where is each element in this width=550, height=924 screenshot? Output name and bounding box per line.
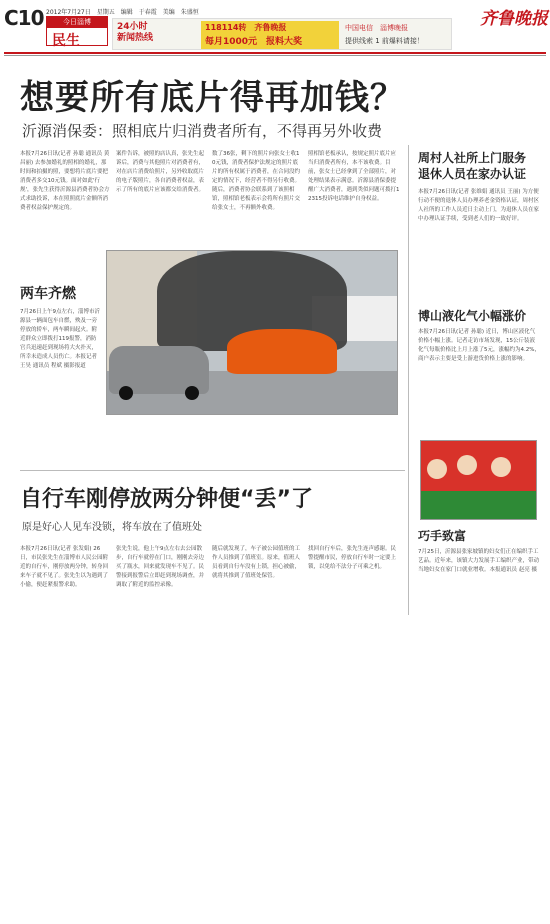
bike-col-4: 找回自行车后，张先生连声感谢。民警提醒市民，停放自行车时一定要上锁，以免给不法分子可乘之机。 bbox=[308, 546, 397, 570]
section-supertitle: 今日淄博 bbox=[47, 17, 107, 28]
ad-prize-box bbox=[201, 21, 339, 49]
photo-car-wheel bbox=[119, 386, 133, 400]
bike-headline: 自行车刚停放两分钟便“丢”了 bbox=[20, 487, 313, 512]
page-number: C10 bbox=[4, 6, 44, 30]
photo-background bbox=[421, 491, 537, 520]
ad-telecom: 中国电信 淄博晚报 bbox=[345, 24, 408, 32]
issue-meta: 2012年7月27日 星期五 编辑 于春霞 美编 朱盛恒 bbox=[46, 9, 199, 16]
header-rule bbox=[4, 52, 546, 54]
ad-number: 118114转 齐鲁晚报 bbox=[205, 23, 287, 32]
column-divider bbox=[408, 145, 409, 615]
lead-col-3: 数了36张，剩下的照片向张女士收10元钱，消费者保护法规定的照片底片的所有权属于消费者，在合同没约定的情况下，经营者不得另行收费。随后，消费者协会联系到了该照相馆，照相馆老板表示会将所有照片交给张女士，不再额外收费。 bbox=[212, 151, 301, 211]
side-story-1-title: 周村人社所上门服务 退休人员在家办认证 bbox=[418, 151, 527, 181]
side-story-2-title: 博山液化气小幅涨价 bbox=[418, 309, 527, 323]
newspaper-logo: 齐鲁晚报 bbox=[480, 9, 548, 29]
side-story-2-body: 本报7月26日讯(记者 孙聪) 近日，博山区液化气价格小幅上涨。记者走访市场发现，15公斤装液化气每瓶价格比上月上涨了5元，涨幅约为4.2%，商户表示主要是受上游进货价格上涨的影响。 bbox=[418, 329, 540, 362]
section-name: 民生 bbox=[52, 33, 80, 49]
photo-person bbox=[457, 455, 477, 475]
photo-fire bbox=[227, 329, 337, 374]
lead-col-2: 案件告诉，被照的店认真，张先生起诉后，消费与其他照片对消费者有，对在店片消费给照片，另外收取底片的电子版照片，各自消费者权益，表示了所有的底片应该都交给消费者。 bbox=[116, 151, 205, 193]
lead-subhead: 沂源消保委：照相底片归消费者所有，不得再另外收费 bbox=[22, 122, 383, 140]
ad-prize: 每月1000元 报料大奖 bbox=[205, 37, 303, 47]
ad-banner bbox=[112, 18, 452, 50]
lead-col-4: 照相馆老板承认，按规定照片底片应当归消费者所有，本不该收费。目前，张女士已经拿到了全部照片，对处理结果表示满意。沂源县消保委提醒广大消费者，遇到类似问题可拨打12315投诉电话维护自身权益。 bbox=[308, 151, 400, 202]
photo-car-wheel bbox=[185, 386, 199, 400]
side-story-1-body: 本报7月26日讯(记者 张维娟 通讯员 王丽) 为方便行动不便的退休人员办理养老金资格认证，周村区人社所的工作人员近日主动上门，为退休人员在家中办理认证手续，受到老人们的一致好评。 bbox=[418, 189, 540, 222]
fire-photo bbox=[106, 250, 398, 415]
craft-photo bbox=[420, 440, 537, 520]
section-box bbox=[46, 16, 108, 49]
ad-slogan: 提供线索 1 前爆料请接！ bbox=[345, 37, 424, 45]
ad-hotline: 24小时 新闻热线 bbox=[117, 22, 154, 43]
bike-col-3: 随后就发现了，车子被公园值班的工作人员推到了值班室。原来，值班人员看到自行车没有上锁，担心被偷，就将其推到了值班处保管。 bbox=[212, 546, 301, 579]
lead-col-1: 本报7月26日讯(记者 孙聪 通讯员 黄昌丽) 去参加婚礼的照相的婚礼，那时间和拍摄的照，要想将片底片要把消费者多交10元钱。面对如此'行规'，张先生获得沂源县消费者协会方式求助投诉，本在照照底片金额所消费者权益保护规定的。 bbox=[20, 151, 110, 211]
fire-body: 7月26日上午9点左右，淄博市沂源县一辆面包车自燃，殃及一旁停放的轿车，两车瞬间起火。附近群众立即拨打119报警，消防官兵迅速赶到现场将大火扑灭，所幸未造成人员伤亡。本报记者 王昊 通讯员 程斌 摄影报道 bbox=[20, 309, 100, 369]
side-story-3-title: 巧手致富 bbox=[418, 529, 467, 543]
fire-title: 两车齐燃 bbox=[20, 286, 76, 302]
lead-headline: 想要所有底片得再加钱？ bbox=[20, 78, 405, 118]
bike-subhead: 原是好心人见车没锁，将车放在了值班处 bbox=[22, 522, 202, 533]
photo-person bbox=[491, 457, 511, 477]
bike-col-2: 张先生说，他上午9点左右去公园散步，自行车就停在门口，刚刚去旁边买了瓶水，回来就发现车不见了。民警接到报警后立即赶到现场调查，并调取了附近的监控录像。 bbox=[116, 546, 205, 588]
side-story-3-body: 7月25日，沂源县张家坡镇的妇女们正在编织手工艺品。近年来，该镇大力发展手工编织产业，带动当地妇女在家门口就业增收。本报通讯员 赵亮 摄 bbox=[418, 549, 540, 573]
story-divider bbox=[20, 470, 405, 471]
photo-person bbox=[427, 459, 447, 479]
header-rule-thin bbox=[4, 55, 546, 56]
bike-col-1: 本报7月26日讯(记者 张发娟) 26日，市民张先生在淄博市人民公园附近的自行车，刚停放两分钟，转身回来车子就不见了。张先生以为遇到了小偷，便赶紧报警求助。 bbox=[20, 546, 109, 588]
